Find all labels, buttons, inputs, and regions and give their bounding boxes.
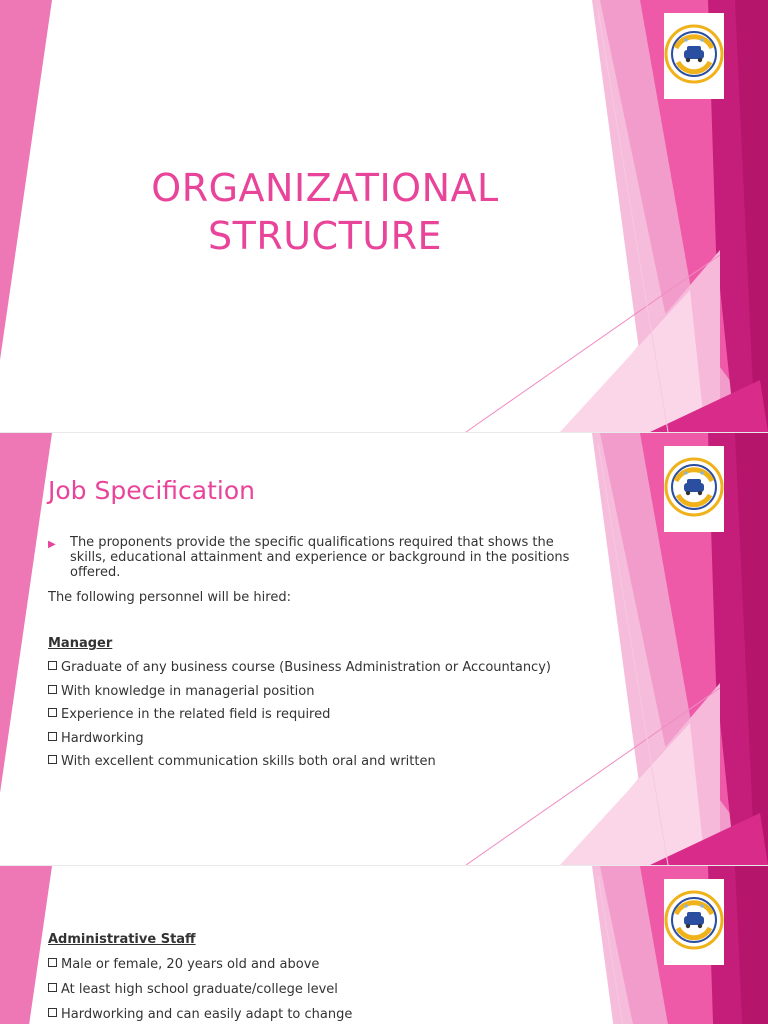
slide-heading: Job Specification [48, 476, 255, 505]
square-bullet-icon [48, 732, 57, 741]
carwash-logo-icon [664, 24, 724, 84]
triangle-bullet-icon: ▶ [48, 539, 56, 550]
bullet-paragraph [48, 535, 578, 580]
carwash-logo-icon [664, 457, 724, 517]
bullet-text: The proponents provide the specific qualifications required that shows the skills, educational attainment and experience or background in the positions offered. [70, 535, 570, 580]
list-item [48, 957, 319, 972]
lower-facet-light [560, 290, 705, 432]
slide-title [0, 0, 768, 432]
title-line-2: STRUCTURE [207, 214, 443, 258]
list-item-text: Graduate of any business course (Business Administration or Accountancy) [61, 660, 551, 675]
list-item-text: With knowledge in managerial position [61, 683, 315, 699]
square-bullet-icon [48, 755, 57, 764]
slide-title-heading [0, 164, 650, 260]
list-item [48, 982, 338, 997]
slide-job-specification [0, 433, 768, 865]
list-item [48, 707, 330, 722]
list-item [48, 684, 314, 699]
admin-staff-heading: Administrative Staff [48, 932, 196, 947]
left-pink-band [0, 866, 52, 1024]
square-bullet-icon [48, 958, 57, 967]
title-line-1: ORGANIZATIONAL [151, 166, 499, 210]
square-bullet-icon [48, 708, 57, 717]
logo [664, 13, 724, 99]
list-item-text: At least high school graduate/college level [61, 982, 338, 997]
logo [664, 879, 724, 965]
list-item-text: Hardworking and can easily adapt to change [61, 1007, 353, 1022]
list-item [48, 731, 144, 746]
left-pink-band [0, 433, 52, 793]
lower-facet-light [560, 723, 705, 865]
list-item-text: Hardworking [61, 730, 144, 746]
list-item [48, 1007, 352, 1022]
intro-text: The following personnel will be hired: [48, 590, 291, 605]
list-item-text: Experience in the related field is required [61, 707, 331, 722]
manager-heading: Manager [48, 636, 113, 651]
list-item [48, 754, 436, 769]
list-item [48, 660, 551, 675]
square-bullet-icon [48, 983, 57, 992]
logo [664, 446, 724, 532]
list-item-text: Male or female, 20 years old and above [61, 957, 320, 972]
list-item-text: With excellent communication skills both oral and written [61, 754, 436, 769]
carwash-logo-icon [664, 890, 724, 950]
slide-administrative-staff [0, 866, 768, 1024]
square-bullet-icon [48, 1008, 57, 1017]
square-bullet-icon [48, 685, 57, 694]
square-bullet-icon [48, 661, 57, 670]
